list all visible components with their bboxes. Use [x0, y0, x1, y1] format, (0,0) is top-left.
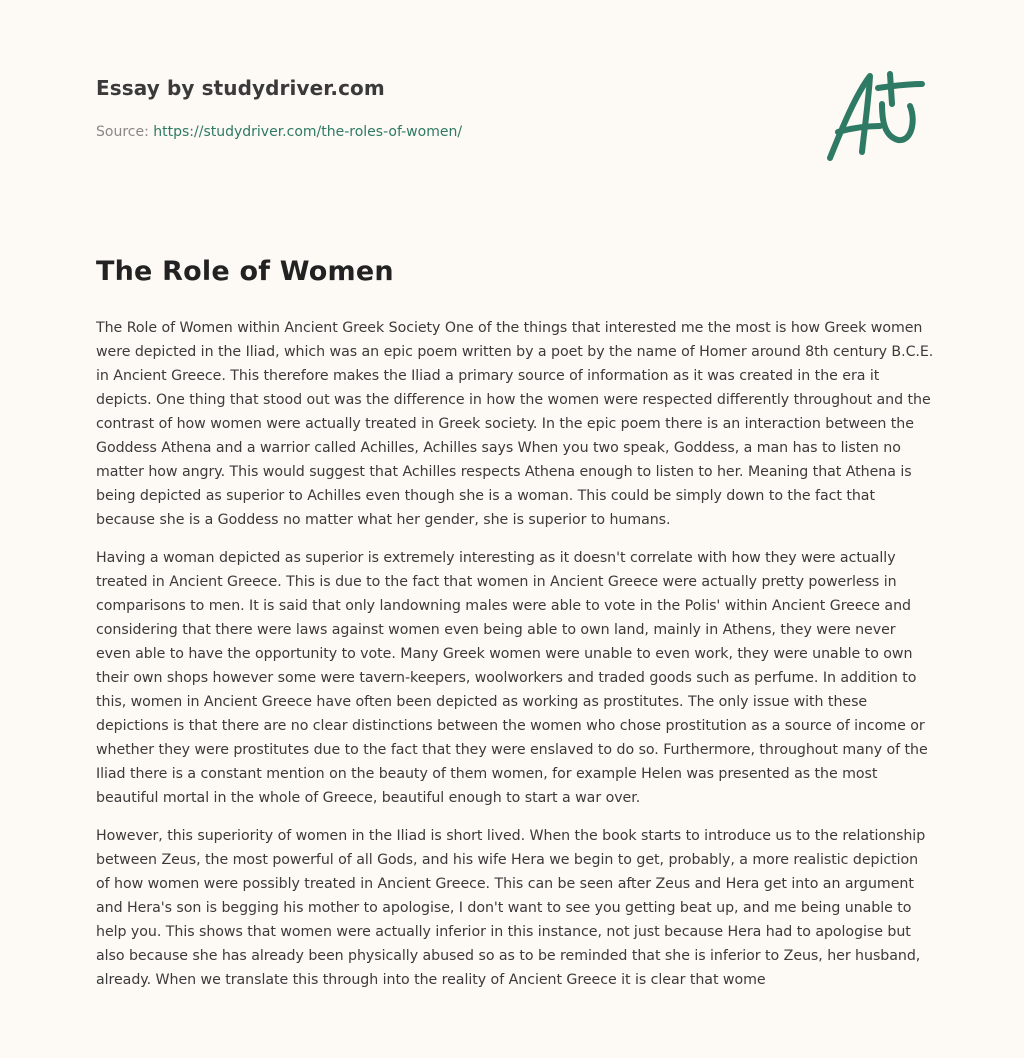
source-label: Source:	[96, 124, 154, 140]
essay-title: The Role of Women	[96, 256, 394, 287]
essay-paragraph: However, this superiority of women in the Iliad is short lived. When the book starts to introduce us to the relationship between Zeus, the most powerful of all Gods, and his wife Hera we begin to get, probably, a more realistic depiction of how women were possibly treated in Ancient Greece. This can be seen after Zeus and Hera get into an argument and Hera's son is begging his mother to apologise, I don't want to see you getting beat up, and me being unable to help you. This shows that women were actually inferior in this instance, not just because Hera had to apologise but also because she has already been physically abused so as to be reminded that she is inferior to Zeus, her husband, already. When we translate this through into the reality of Ancient Greece it is clear that wome	[96, 828, 926, 988]
essay-paragraph: Having a woman depicted as superior is extremely interesting as it doesn't correlate with how they were actually treated in Ancient Greece. This is due to the fact that women in Ancient Greece were actually pretty powerless in comparisons to men. It is said that only landowning males were able to vote in the Polis' within Ancient Greece and considering that there were laws against women even being able to own land, mainly in Athens, they were never even able to have the opportunity to vote. Many Greek women were unable to even work, they were unable to own their own shops however some were tavern-keepers, woolworkers and traded goods such as perfume. In addition to this, women in Ancient Greece have often been depicted as working as prostitutes. The only issue with these depictions is that there are no clear distinctions between the women who chose prostitution as a source of income or whether they were prostitutes due to the fact that they were enslaved to do so. Furthermore, throughout many of the Iliad there is a constant mention on the beauty of them women, for example Helen was presented as the most beautiful mortal in the whole of Greece, beautiful enough to start a war over.	[96, 550, 928, 806]
a-plus-logo-icon	[818, 66, 930, 166]
site-title: Essay by studydriver.com	[96, 76, 385, 100]
essay-paragraph: The Role of Women within Ancient Greek Society One of the things that interested me the most is how Greek women were depicted in the Iliad, which was an epic poem written by a poet by the name of Homer around 8th century B.C.E. in Ancient Greece. This therefore makes the Iliad a primary source of information as it was created in the era it depicts. One thing that stood out was the difference in how the women were respected differently throughout and the contrast of how women were actually treated in Greek society. In the epic poem there is an interaction between the Goddess Athena and a warrior called Achilles, Achilles says When you two speak, Goddess, a man has to listen no matter how angry. This would suggest that Achilles respects Athena enough to listen to her. Meaning that Athena is being depicted as superior to Achilles even though she is a woman. This could be simply down to the fact that because she is a Goddess no matter what her gender, she is superior to humans.	[96, 320, 934, 528]
source-line	[96, 124, 462, 140]
essay-body	[96, 316, 934, 1006]
source-link[interactable]: https://studydriver.com/the-roles-of-women/	[153, 124, 463, 140]
